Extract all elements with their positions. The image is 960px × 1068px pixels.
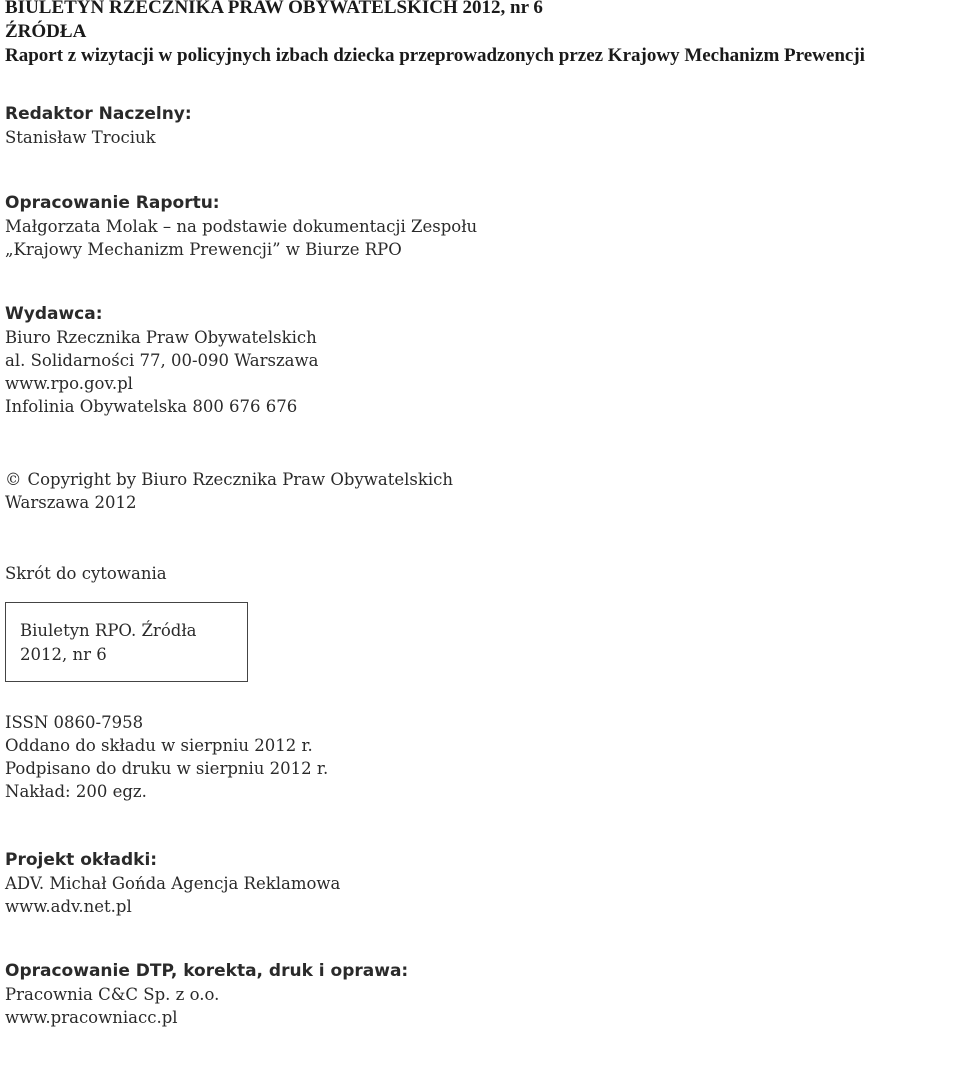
copyright-section xyxy=(5,468,960,514)
series-name: ŹRÓDŁA xyxy=(5,21,87,42)
copyright-place-year: Warszawa 2012 xyxy=(5,493,137,512)
citation-issue: 2012, nr 6 xyxy=(20,645,107,664)
dtp-section xyxy=(5,960,960,1029)
publisher-label: Wydawca: xyxy=(5,304,103,324)
dtp-website: www.pracowniacc.pl xyxy=(5,1008,178,1027)
cover-agency: ADV. Michał Gońda Agencja Reklamowa xyxy=(5,874,341,893)
report-authors-line: Małgorzata Molak – na podstawie dokumentacji Zespołu xyxy=(5,217,478,236)
editor-section xyxy=(5,103,960,149)
bulletin-title: BIULETYN RZECZNIKA PRAW OBYWATELSKICH 2012, nr 6 xyxy=(5,0,543,18)
circulation: Nakład: 200 egz. xyxy=(5,782,147,801)
report-team-line: „Krajowy Mechanizm Prewencji” w Biurze RPO xyxy=(5,240,402,259)
dtp-label: Opracowanie DTP, korekta, druk i oprawa: xyxy=(5,961,409,981)
report-authors-section xyxy=(5,192,960,261)
publisher-section xyxy=(5,303,960,418)
dtp-company: Pracownia C&C Sp. z o.o. xyxy=(5,985,220,1004)
colophon-page xyxy=(5,0,960,1029)
publisher-address: al. Solidarności 77, 00-090 Warszawa xyxy=(5,351,319,370)
editor-label: Redaktor Naczelny: xyxy=(5,104,192,124)
citation-section xyxy=(5,562,960,682)
citation-box xyxy=(5,602,248,682)
typeset-date: Oddano do składu w sierpniu 2012 r. xyxy=(5,736,313,755)
cover-design-label: Projekt okładki: xyxy=(5,850,158,870)
cover-website: www.adv.net.pl xyxy=(5,897,132,916)
publisher-website: www.rpo.gov.pl xyxy=(5,374,133,393)
citation-title: Biuletyn RPO. Źródła xyxy=(20,621,197,640)
report-authors-label: Opracowanie Raportu: xyxy=(5,193,220,213)
issn: ISSN 0860-7958 xyxy=(5,713,144,732)
copyright-line xyxy=(5,468,960,491)
cover-design-section xyxy=(5,849,960,918)
copyright-icon: © xyxy=(5,470,22,489)
publisher-hotline: Infolinia Obywatelska 800 676 676 xyxy=(5,397,298,416)
print-signed-date: Podpisano do druku w sierpniu 2012 r. xyxy=(5,759,329,778)
publisher-name: Biuro Rzecznika Praw Obywatelskich xyxy=(5,328,317,347)
citation-label: Skrót do cytowania xyxy=(5,564,167,583)
publication-header xyxy=(5,0,960,68)
report-title: Raport z wizytacji w policyjnych izbach dziecka przeprowadzonych przez Krajowy Mechanizm Prewencji xyxy=(5,45,865,66)
editor-name: Stanisław Trociuk xyxy=(5,128,156,147)
copyright-text: Copyright by Biuro Rzecznika Praw Obywatelskich xyxy=(27,470,454,489)
print-info-section xyxy=(5,711,960,803)
